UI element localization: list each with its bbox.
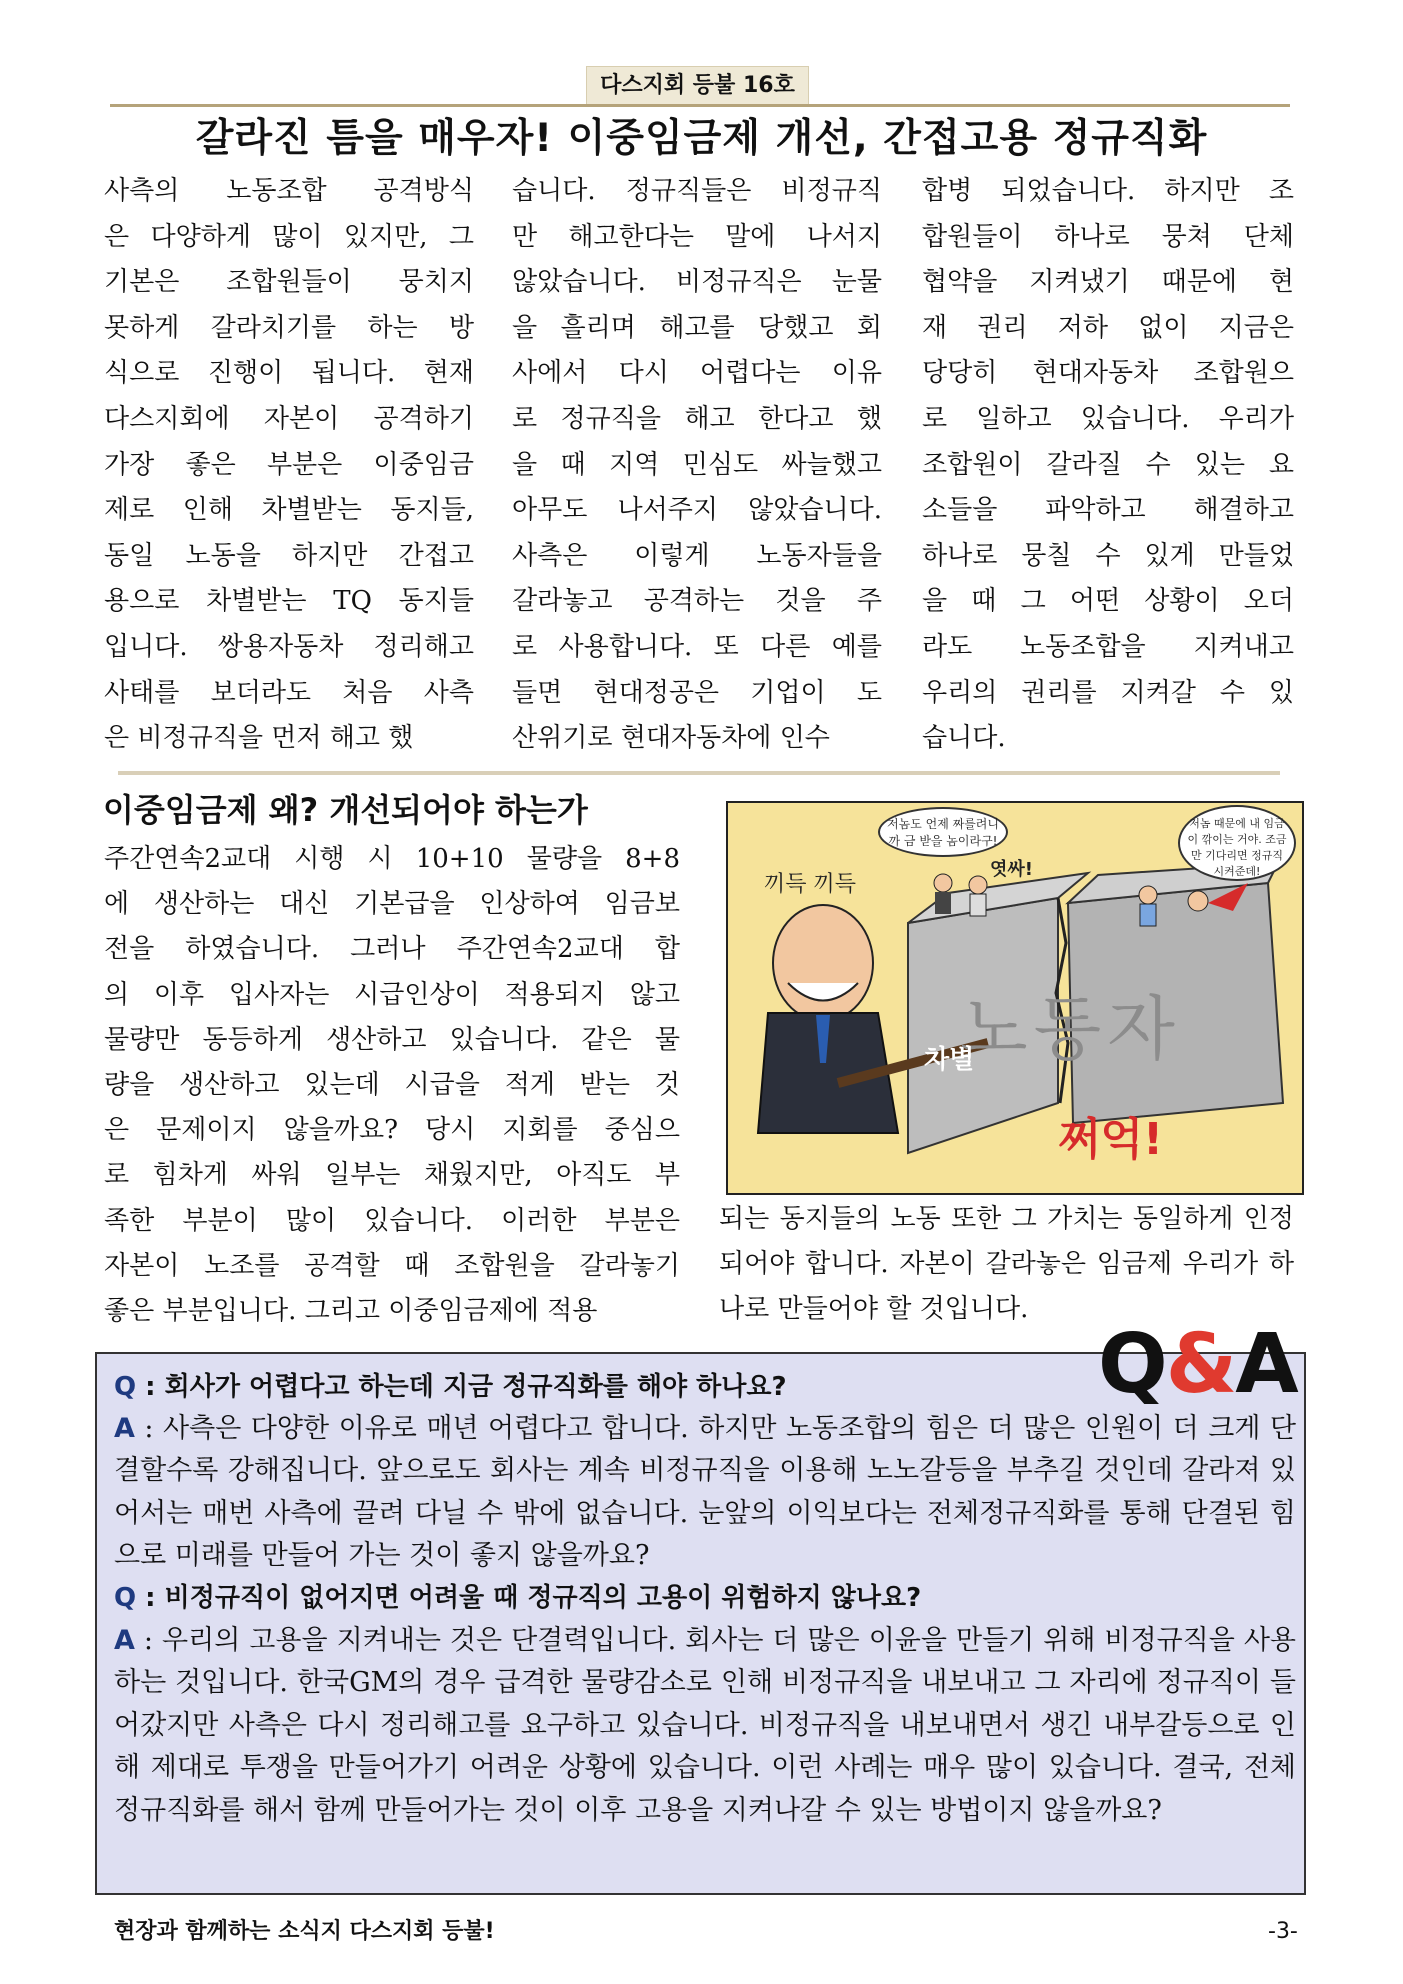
text-line: 습니다. — [922, 723, 1006, 754]
text-line: 주간연속2교대 시행 시 10+10 물량을 8+8 — [104, 844, 680, 874]
issue-tag: 다스지회 등불 16호 — [586, 66, 809, 106]
answer-1 — [114, 1408, 1296, 1578]
text-line: 식으로 진행이 됩니다. 현재 — [104, 358, 474, 389]
section-title: 이중임금제 왜? 개선되어야 하는가 — [103, 791, 588, 829]
text-line: 로 힘차게 싸워 일부는 채웠지만, 아직도 부 — [104, 1160, 680, 1191]
qa-separator: : — [136, 1372, 165, 1402]
text-line: 은 비정규직을 먼저 해고 했 — [104, 723, 414, 754]
text-line: 재 권리 저하 없이 지금은 — [922, 312, 1294, 343]
text-line: 소들을 파악하고 해결하고 — [922, 495, 1294, 526]
text-line: 기본은 조합원들이 뭉치지 — [104, 267, 474, 298]
speech-bubble-right: 저놈 때문에 내 임금이 깎이는 거야. 조금만 기다리면 정규직 시켜준데! — [1178, 805, 1296, 881]
text-line: 로 사용합니다. 또 다른 예를 — [512, 631, 882, 662]
qa-separator: : — [134, 1413, 164, 1444]
answer-2-text: 우리의 고용을 지켜내는 것은 단결력입니다. 회사는 더 많은 이윤을 만들기 위해 비정규직을 사용하는 것입니다. 한국GM의 경우 급격한 물량감소로 인해 비정규직을 내보내고 그 자리에 정규직이 들어갔지만 사측은 다시 정리해고를 요구하고 있습니다. 비정규직을 내보내면서 생긴 내부갈등으로 인해 제대로 투쟁을 만들어가기 어려운 상황에 있습니다. 이런 사례는 매우 많이 있습니다. 결국, 전체 정규직화를 해서 함께 만들어가는 것이 이후 고용을 지켜나갈 수 있는 방법이지 않을까요? — [114, 1625, 1296, 1826]
text-line: 가장 좋은 부분은 이중임금 — [104, 449, 474, 480]
text-line: 들면 현대정공은 기업이 도 — [512, 677, 882, 708]
text-line: 에 생산하는 대신 기본급을 인상하여 임금보 — [104, 889, 680, 920]
text-line: 다스지회에 자본이 공격하기 — [104, 403, 474, 434]
text-line: 동일 노동을 하지만 간접고 — [104, 540, 474, 571]
text-line: 을 때 지역 민심도 싸늘했고 — [512, 449, 882, 480]
text-line: 못하게 갈라치기를 하는 방 — [104, 312, 474, 343]
text-line: 좋은 부분입니다. 그리고 이중임금제에 적용 — [104, 1296, 598, 1327]
question-mark-label: Q — [114, 1583, 137, 1613]
qa-separator: : — [134, 1625, 163, 1656]
text-line: 사에서 다시 어렵다는 이유 — [512, 358, 882, 389]
text-line: 만 해고한다는 말에 나서지 — [512, 221, 882, 252]
answer-1-text: 사측은 다양한 이유로 매년 어렵다고 합니다. 하지만 노동조합의 힘은 더 많은 인원이 더 크게 단결할수록 강해집니다. 앞으로도 회사는 계속 비정규직을 이용해 노노갈등을 부추길 것인데 갈라져 있어서는 매번 사측에 끌려 다닐 수 밖에 없습니다. 눈앞의 이익보다는 전체정규직화를 통해 단결된 힘으로 미래를 만들어 가는 것이 좋지 않을까요? — [114, 1413, 1296, 1572]
cartoon-illustration — [726, 801, 1304, 1195]
headline: 갈라진 틈을 매우자! 이중임금제 개선, 간접고용 정규직화 — [195, 116, 1208, 161]
section-right-text: 되는 동지들의 노동 또한 그 가치는 동일하게 인정 되어야 합니다. 자본이 갈라놓은 임금제 우리가 하나로 만들어야 할 것입니다. — [719, 1204, 1294, 1325]
text-line: 자본이 노조를 공격할 때 조합원을 갈라놓기 — [104, 1250, 680, 1281]
text-line: 라도 노동조합을 지켜내고 — [922, 631, 1294, 662]
article-column-3 — [922, 169, 1294, 762]
text-line: 습니다. 정규직들은 비정규직 — [512, 176, 882, 206]
qa-logo-amp: & — [1165, 1317, 1236, 1412]
speech-bubble-left: 저놈도 언제 짜를려니까 금 받을 놈이라구! — [878, 807, 1008, 857]
cartoon-sound-text: 끼득 끼득 — [764, 872, 857, 897]
header-divider — [110, 104, 1290, 107]
cartoon-shout-text: 엿싸! — [990, 859, 1033, 880]
crack-sound-text: 쩌억! — [1058, 1114, 1164, 1165]
text-line: 갈라놓고 공격하는 것을 주 — [512, 586, 882, 617]
question-mark-label: Q — [114, 1372, 137, 1402]
text-line: 사측의 노동조합 공격방식 — [104, 176, 474, 206]
section-divider — [118, 771, 1280, 775]
footer-tagline: 현장과 함께하는 소식지 다스지회 등불! — [114, 1919, 495, 1944]
text-line: 않았습니다. 비정규직은 눈물 — [512, 267, 882, 298]
question-2 — [114, 1577, 1296, 1619]
text-line: 입니다. 쌍용자동차 정리해고 — [104, 631, 474, 662]
text-line: 하나로 뭉칠 수 있게 만들었 — [922, 540, 1294, 571]
answer-mark-label: A — [114, 1413, 135, 1444]
text-line: 량을 생산하고 있는데 시급을 적게 받는 것 — [104, 1070, 680, 1101]
question-1-text: 회사가 어렵다고 하는데 지금 정규직화를 해야 하나요? — [164, 1372, 787, 1402]
text-line: 족한 부분이 많이 있습니다. 이러한 부분은 — [104, 1205, 680, 1236]
page-number: -3- — [1268, 1919, 1298, 1944]
text-line: 물량만 동등하게 생산하고 있습니다. 같은 물 — [104, 1024, 680, 1055]
text-line: 당당히 현대자동차 조합원으 — [922, 358, 1294, 389]
question-1 — [114, 1366, 1296, 1408]
section-left-text — [104, 837, 680, 1334]
answer-2 — [114, 1620, 1296, 1832]
text-line: 은 문제이지 않을까요? 당시 지회를 중심으 — [104, 1115, 680, 1146]
article-column-1 — [104, 169, 474, 762]
text-line: 을 때 그 어떤 상황이 오더 — [922, 586, 1294, 617]
text-line: 합원들이 하나로 뭉쳐 단체 — [922, 221, 1294, 252]
block-label: 노동자 — [960, 988, 1181, 1070]
lever-label: 차별 — [924, 1045, 975, 1075]
text-line: 아무도 나서주지 않았습니다. — [512, 495, 882, 526]
qa-logo-q: Q — [1098, 1317, 1166, 1412]
answer-mark-label: A — [114, 1625, 135, 1656]
text-line: 합병 되었습니다. 하지만 조 — [922, 176, 1294, 206]
text-line: 우리의 권리를 지켜갈 수 있 — [922, 677, 1294, 708]
text-line: 의 이후 입사자는 시급인상이 적용되지 않고 — [104, 979, 680, 1010]
text-line: 용으로 차별받는 TQ 동지들 — [104, 586, 474, 617]
text-line: 로 일하고 있습니다. 우리가 — [922, 403, 1294, 434]
qa-logo-a: A — [1235, 1317, 1297, 1412]
qa-separator: : — [136, 1583, 165, 1613]
text-line: 사태를 보더라도 처음 사측 — [104, 677, 474, 708]
text-line: 전을 하였습니다. 그러나 주간연속2교대 합 — [104, 934, 680, 965]
text-line: 로 정규직을 해고 한다고 했 — [512, 403, 882, 434]
article-column-2 — [512, 169, 882, 762]
text-line: 조합원이 갈라질 수 있는 요 — [922, 449, 1294, 480]
question-2-text: 비정규직이 없어지면 어려울 때 정규직의 고용이 위험하지 않나요? — [164, 1583, 922, 1613]
text-line: 사측은 이렇게 노동자들을 — [512, 540, 882, 571]
text-line: 은 다양하게 많이 있지만, 그 — [104, 221, 474, 252]
text-line: 산위기로 현대자동차에 인수 — [512, 723, 830, 754]
text-line: 을 흘리며 해고를 당했고 회 — [512, 312, 882, 343]
text-line: 협약을 지켜냈기 때문에 현 — [922, 267, 1294, 298]
text-line: 제로 인해 차별받는 동지들, — [104, 495, 474, 526]
